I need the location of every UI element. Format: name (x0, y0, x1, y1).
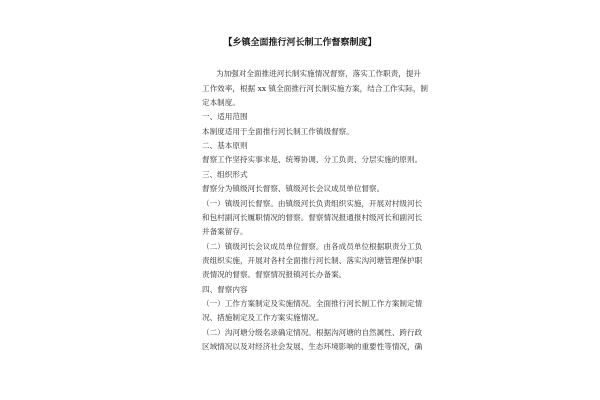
paragraph-line: 督察工作坚持实事求是、统筹协调、分工负责、分层实施的原则。 (202, 155, 423, 164)
paragraph-line: 责情况的督察。督察情况报镇河长办备案。 (202, 270, 347, 279)
paragraph-line: （二）镇级河长会议成员单位督察。由各成员单位根据职责分工负 (202, 242, 423, 251)
section-heading: 一、适用范围 (202, 112, 248, 121)
paragraph-line: 工作效率，根据 xx 镇全面推行河长制实施方案，结合工作实际，制 (202, 84, 429, 93)
section-heading: 三、组织形式 (202, 170, 248, 179)
section-heading: 四、督察内容 (202, 285, 248, 294)
section-heading: 二、基本原则 (202, 141, 248, 150)
paragraph-line: 定本制度。 (202, 98, 240, 107)
paragraph-line: 责组织实施，开展对各村全面推行河长制、落实沟河塘管理保护职 (202, 256, 423, 265)
paragraph-line: （二）沟河塘分级名录确定情况。根据沟河塘的自然属性、跨行政 (202, 328, 423, 337)
paragraph-line: 区域情况以及对经济社会发展、生态环境影响的重要性等情况，确 (202, 342, 423, 351)
paragraph-line: （一）工作方案制定及实施情况。全面推行河长制工作方案制定情 (202, 299, 423, 308)
paragraph-line: （一）镇级河长督察。由镇级河长负责组织实施，开展对村级河长 (202, 199, 423, 208)
paragraph-line: 况、措施制定及工作方案实施情况。 (202, 313, 324, 322)
paragraph-line: 和包村副河长履职情况的督察。督察情况报通报村级河长和副河长 (202, 213, 423, 222)
paragraph-line: 本制度适用于全面推行河长制工作镇级督察。 (202, 127, 354, 136)
document-title: 【乡镇全面推行河长制工作督察制度】 (223, 38, 377, 48)
paragraph-line: 为加强对全面推进河长制实施情况督察，落实工作职责，提升 (216, 69, 422, 78)
paragraph-line: 并备案留存。 (202, 227, 248, 236)
paragraph-line: 督察分为镇级河长督察、镇级河长会议成员单位督察。 (202, 184, 385, 193)
